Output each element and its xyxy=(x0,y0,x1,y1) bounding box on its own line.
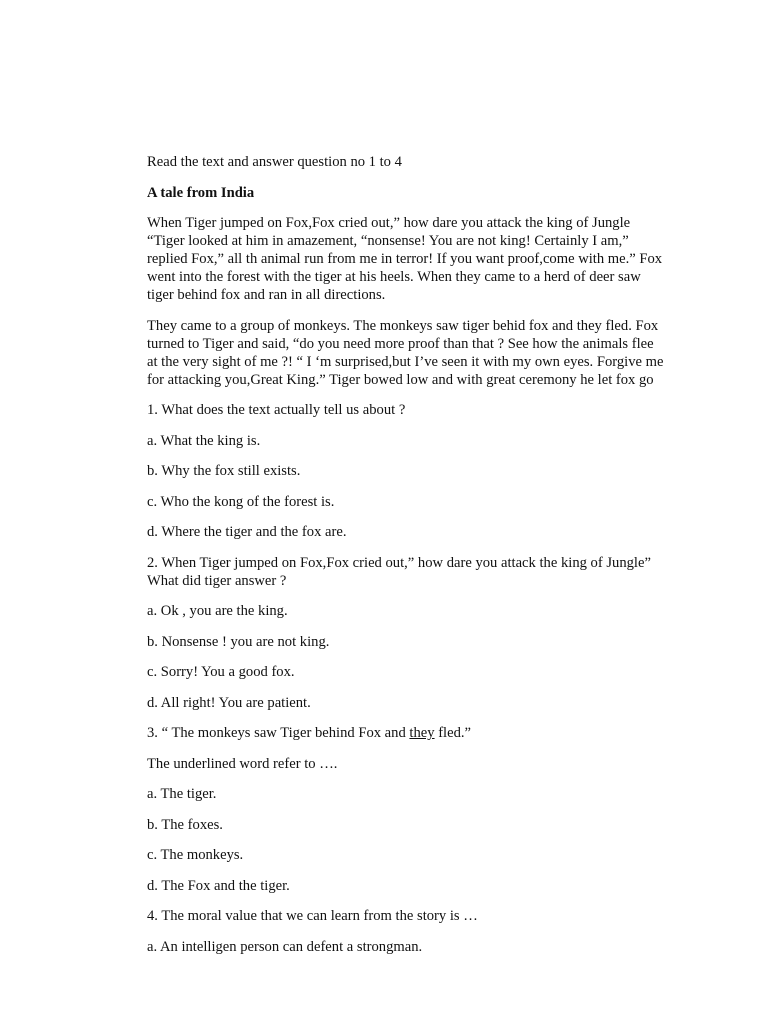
underlined-word: they xyxy=(409,725,435,741)
question-3-option-d: d. The Fox and the tiger. xyxy=(147,877,290,894)
story-paragraph-1: When Tiger jumped on Fox,Fox cried out,” how dare you attack the king of Jungle “Tiger looked at him in amazement, “nonsense! You are not king! Certainly I am,” replied Fox,” all th animal run from me in terror! If you want proof,come with me.” Fox went into the forest with the tiger at his heels. When they came to a herd of deer saw tiger behind fox and ran in all directions. xyxy=(147,215,663,303)
question-3-option-c: c. The monkeys. xyxy=(147,847,244,863)
question-2-option-d: d. All right! You are patient. xyxy=(147,694,311,711)
question-2-option-c: c. Sorry! You a good fox. xyxy=(147,664,295,680)
question-3-option-a: a. The tiger. xyxy=(147,786,217,802)
question-4: 4. The moral value that we can learn from the story is … xyxy=(147,908,478,924)
question-1-option-d: d. Where the tiger and the fox are. xyxy=(147,524,347,540)
document-page xyxy=(147,153,667,968)
question-1-option-b: b. Why the fox still exists. xyxy=(147,463,301,479)
question-3-option-b: b. The foxes. xyxy=(147,816,223,833)
question-1-option-a: a. What the king is. xyxy=(147,432,261,449)
story-title: A tale from India xyxy=(147,184,255,201)
instruction-text: Read the text and answer question no 1 to 4 xyxy=(147,154,402,170)
question-1-option-c: c. Who the kong of the forest is. xyxy=(147,493,335,510)
question-2: 2. When Tiger jumped on Fox,Fox cried out,” how dare you attack the king of Jungle” What did tiger answer ? xyxy=(147,554,651,589)
story-paragraph-2: They came to a group of monkeys. The monkeys saw tiger behid fox and they fled. Fox turned to Tiger and said, “do you need more proof than that ? See how the animals flee at the very sight of me ?! “ I ‘m surprised,but I’ve seen it with my own eyes. Forgive me for attacking you,Great King.” Tiger bowed low and with great ceremony he let fox go xyxy=(147,317,664,388)
question-1: 1. What does the text actually tell us about ? xyxy=(147,402,406,418)
question-3-text-after: fled.” xyxy=(434,725,472,741)
question-3-text-before: 3. “ The monkeys saw Tiger behind Fox and xyxy=(147,725,410,741)
question-4-option-a: a. An intelligen person can defent a strongman. xyxy=(147,938,423,955)
question-2-option-a: a. Ok , you are the king. xyxy=(147,603,288,619)
question-2-option-b: b. Nonsense ! you are not king. xyxy=(147,633,330,650)
question-3-subtext: The underlined word refer to …. xyxy=(147,755,338,772)
question-3 xyxy=(147,724,667,742)
